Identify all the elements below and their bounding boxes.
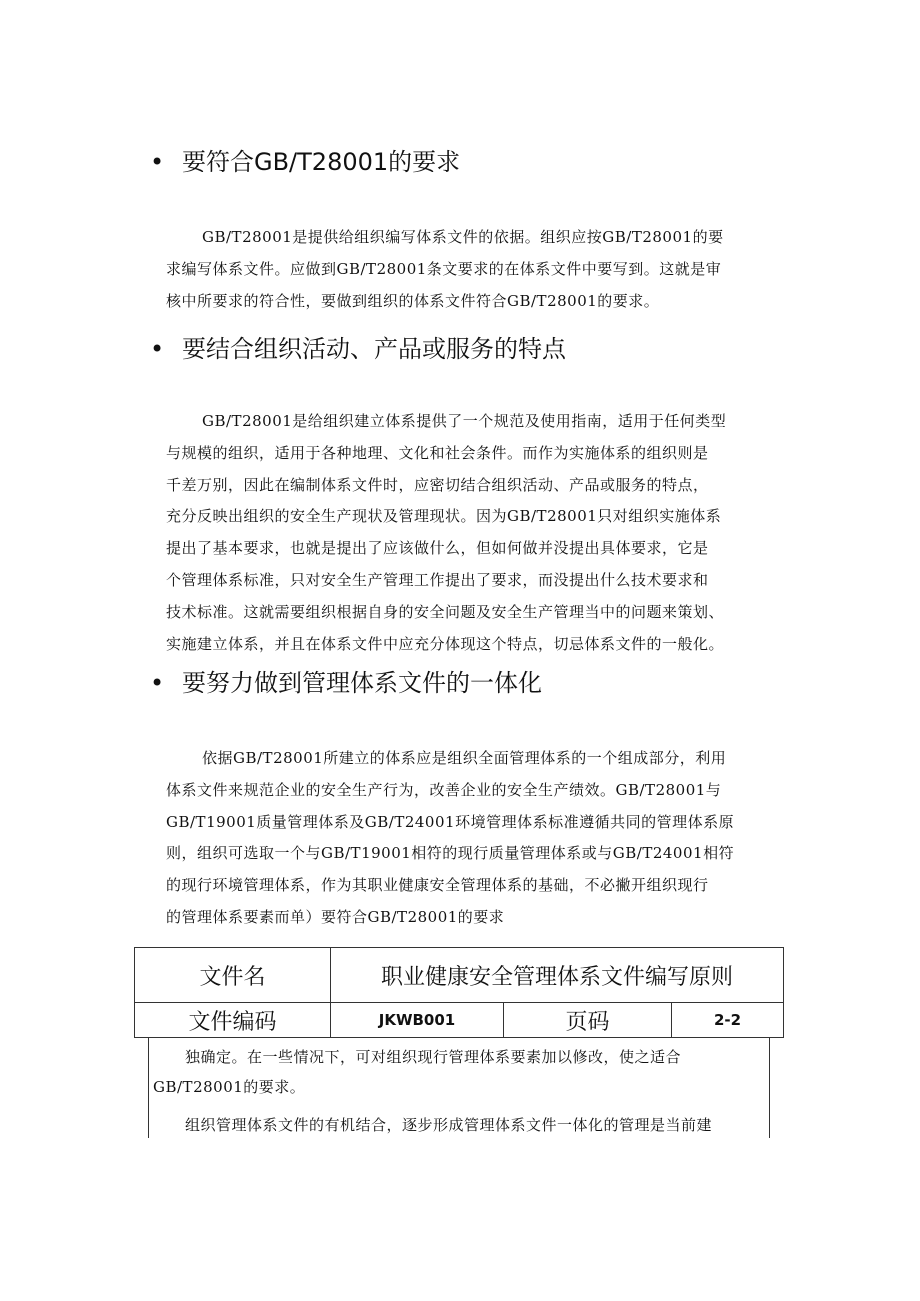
paragraph-line: 求编写体系文件。应做到GB/T28001条文要求的在体系文件中要写到。这就是审: [166, 259, 722, 278]
section-3-heading: [150, 668, 542, 698]
paragraph-line: 千差万别，因此在编制体系文件时，应密切结合组织活动、产品或服务的特点，: [166, 475, 709, 494]
paragraph-line: GB/T19001质量管理体系及GB/T24001环境管理体系标准遵循共同的管理体系原: [166, 812, 735, 831]
section-3-title: 要努力做到管理体系文件的一体化: [182, 669, 542, 697]
paragraph-line: GB/T28001的要求。: [153, 1078, 306, 1096]
section-1-heading: [150, 147, 460, 177]
section-2-heading: [150, 334, 566, 364]
paragraph-line: 技术标准。这就需要组织根据自身的安全问题及安全生产管理当中的问题来策划、: [166, 602, 725, 621]
paragraph-line: 组织管理体系文件的有机结合，逐步形成管理体系文件一体化的管理是当前建: [185, 1116, 713, 1134]
bullet-icon: •: [150, 669, 165, 697]
section-1-paragraph: [166, 222, 776, 317]
paragraph-line: 实施建立体系，并且在体系文件中应充分体现这个特点，切忌体系文件的一般化。: [166, 634, 725, 653]
paragraph-line: 的管理体系要素而单）要符合GB/T28001的要求: [166, 907, 505, 926]
document-info-table: [134, 947, 784, 1038]
paragraph-line: 核中所要求的符合性，要做到组织的体系文件符合GB/T28001的要求。: [166, 291, 660, 310]
paragraph-line: 依据GB/T28001所建立的体系应是组织全面管理体系的一个组成部分，利用: [202, 749, 727, 767]
paragraph-line: 的现行环境管理体系，作为其职业健康安全管理体系的基础，不必撇开组织现行: [166, 876, 709, 895]
bullet-icon: •: [150, 148, 165, 176]
page-label: 页码: [504, 1003, 672, 1038]
paragraph-line: 则，组织可选取一个与GB/T19001相符的现行质量管理体系或与GB/T24001相符: [166, 844, 735, 863]
section-2-title: 要结合组织活动、产品或服务的特点: [182, 335, 566, 363]
file-name-value: 职业健康安全管理体系文件编写原则: [331, 948, 784, 1003]
file-name-label: 文件名: [135, 948, 331, 1003]
file-code-value: JKWB001: [331, 1003, 504, 1038]
paragraph-line: 体系文件来规范企业的安全生产行为，改善企业的安全生产绩效。GB/T28001与: [166, 780, 722, 799]
table-row: [135, 948, 784, 1003]
bullet-icon: •: [150, 335, 165, 363]
page-value: 2-2: [672, 1003, 784, 1038]
paragraph-line: GB/T28001是给组织建立体系提供了一个规范及使用指南，适用于任何类型: [202, 412, 727, 430]
paragraph-line: 个管理体系标准，只对安全生产管理工作提出了要求，而没提出什么技术要求和: [166, 570, 709, 589]
paragraph-line: GB/T28001是提供给组织编写体系文件的依据。组织应按GB/T28001的要: [202, 228, 724, 246]
section-2-paragraph: [166, 406, 776, 660]
table-row: [135, 1003, 784, 1038]
paragraph-line: 独确定。在一些情况下，可对组织现行管理体系要素加以修改，使之适合: [185, 1048, 682, 1066]
file-code-label: 文件编码: [135, 1003, 331, 1038]
section-1-title: 要符合GB/T28001的要求: [182, 148, 461, 176]
paragraph-line: 与规模的组织，适用于各种地理、文化和社会条件。而作为实施体系的组织则是: [166, 443, 709, 462]
paragraph-line: 充分反映出组织的安全生产现状及管理现状。因为GB/T28001只对组织实施体系: [166, 507, 722, 526]
paragraph-line: 提出了基本要求，也就是提出了应该做什么，但如何做并没提出具体要求，它是: [166, 539, 709, 558]
section-3-paragraph: [166, 743, 776, 934]
continuation-box: [148, 1038, 770, 1138]
